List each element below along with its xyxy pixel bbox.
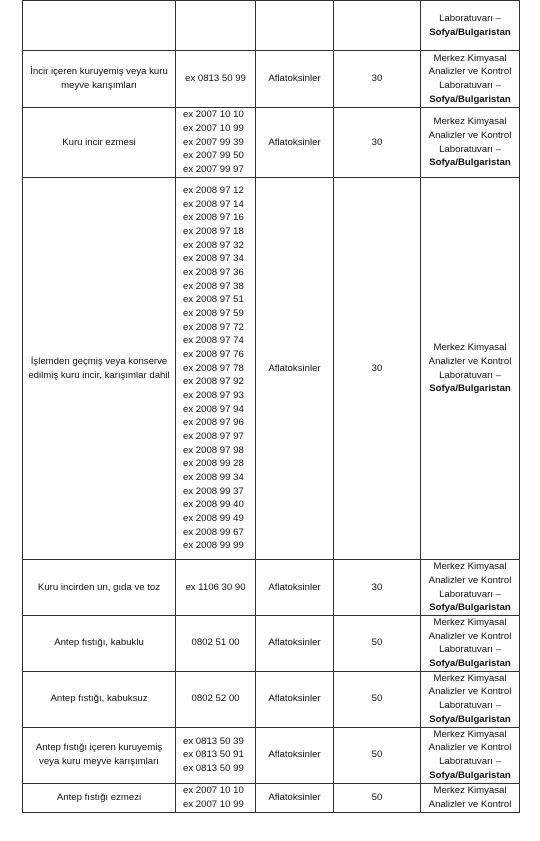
- laboratory-line: Merkez Kimyasal: [433, 672, 507, 684]
- cn-code: ex 2008 97 97: [183, 430, 244, 442]
- cn-code: 0802 52 00: [191, 693, 240, 705]
- product-cell: İncir içeren kuruyemiş veya kuru meyve karışımları: [23, 51, 176, 108]
- cn-code: ex 2008 99 40: [183, 499, 244, 511]
- cn-code: ex 2008 97 92: [183, 376, 244, 388]
- laboratory-line: Merkez Kimyasal: [433, 617, 507, 628]
- table-row: [23, 671, 520, 727]
- cn-code: ex 2008 97 96: [183, 417, 244, 429]
- check-frequency-cell: 30: [334, 560, 421, 616]
- check-frequency-cell: 50: [334, 783, 421, 812]
- cn-code: ex 2008 97 98: [183, 444, 244, 456]
- table-row: [23, 51, 520, 108]
- table-row: [23, 616, 520, 672]
- cn-code: ex 2007 10 10: [183, 109, 244, 121]
- contaminant-cell: Aflatoksinler: [256, 108, 334, 178]
- cn-code: 0802 51 00: [191, 637, 240, 649]
- cn-code-cell: [176, 51, 256, 108]
- laboratory-line: Laboratuvarı –: [439, 143, 501, 155]
- product-cell: Kuru incir ezmesi: [23, 108, 176, 178]
- cn-code-cell: [176, 560, 256, 616]
- cn-code-cell: [176, 108, 256, 178]
- cn-code: ex 1106 30 90: [185, 581, 246, 593]
- contaminant-cell: Aflatoksinler: [256, 783, 334, 812]
- cn-code: ex 2008 97 32: [183, 239, 244, 251]
- product-cell: Antep fıstığı, kabuklu: [23, 616, 176, 672]
- product-cell: Antep fıstığı, kabuksuz: [23, 671, 176, 727]
- contaminant-cell: Aflatoksinler: [256, 616, 334, 672]
- laboratory-line: Merkez Kimyasal: [433, 728, 507, 740]
- cn-code: ex 2008 97 74: [183, 335, 244, 347]
- laboratory-line: Analizler ve Kontrol: [428, 742, 512, 754]
- table-row: [23, 560, 520, 616]
- laboratory-line: Merkez Kimyasal: [433, 784, 507, 796]
- cn-code: ex 2008 97 34: [183, 253, 244, 265]
- cn-code: ex 2008 97 12: [183, 185, 244, 197]
- cn-code-cell: [176, 178, 256, 560]
- cn-code-cell: [176, 783, 256, 812]
- cn-code: ex 2008 99 37: [183, 485, 244, 497]
- laboratory-line: Merkez Kimyasal: [433, 116, 507, 128]
- laboratory-line: Analizler ve Kontrol: [428, 129, 512, 141]
- laboratory-line: Laboratuvarı –: [439, 644, 501, 656]
- check-frequency-cell: 50: [334, 616, 421, 672]
- cn-code: ex 2008 99 49: [183, 512, 244, 524]
- laboratory-line: Merkez Kimyasal: [433, 52, 507, 64]
- laboratory-line: Analizler ve Kontrol: [428, 66, 512, 78]
- laboratory-location: Sofya/Bulgaristan: [429, 26, 511, 38]
- table-body: [23, 1, 520, 813]
- laboratory-line: Laboratuvarı –: [439, 80, 501, 91]
- cn-code: ex 2008 97 14: [183, 198, 244, 210]
- check-frequency-cell: 30: [334, 108, 421, 178]
- cn-code: ex 0813 50 39: [183, 735, 244, 747]
- check-frequency-cell: 30: [334, 178, 421, 560]
- laboratory-line: Analizler ve Kontrol: [428, 355, 512, 367]
- cn-code: ex 2008 97 36: [183, 267, 244, 279]
- cn-code: ex 2008 97 51: [183, 294, 244, 306]
- cn-code-cell: [176, 1, 256, 51]
- laboratory-location: Sofya/Bulgaristan: [429, 769, 511, 781]
- laboratory-cell: [421, 671, 520, 727]
- product-cell: İşlemden geçmiş veya konserve edilmiş kuru incir, karışımlar dahil: [23, 178, 176, 560]
- cn-code-cell: [176, 727, 256, 783]
- table-row: [23, 727, 520, 783]
- cn-code: ex 2008 97 78: [183, 362, 244, 374]
- table-row: [23, 1, 520, 51]
- cn-code: ex 2008 97 38: [183, 280, 244, 292]
- laboratory-location: Sofya/Bulgaristan: [429, 383, 511, 395]
- laboratory-line: Laboratuvarı –: [439, 12, 501, 24]
- laboratory-line: Analizler ve Kontrol: [428, 574, 512, 586]
- laboratory-line: Analizler ve Kontrol: [428, 798, 512, 810]
- contaminant-cell: Aflatoksinler: [256, 51, 334, 108]
- cn-code: ex 2008 97 18: [183, 226, 244, 238]
- laboratory-location: Sofya/Bulgaristan: [429, 157, 511, 169]
- table-row: [23, 178, 520, 560]
- cn-code: ex 2008 97 76: [183, 349, 244, 361]
- cn-code: ex 0813 50 99: [183, 762, 244, 774]
- product-cell: Antep fıstığı içeren kuruyemiş veya kuru meyve karışımları: [23, 727, 176, 783]
- laboratory-location: Sofya/Bulgaristan: [429, 93, 511, 105]
- laboratory-cell: [421, 616, 520, 672]
- cn-code: ex 2007 10 10: [183, 784, 244, 796]
- cn-code: ex 2008 99 67: [183, 526, 244, 538]
- contaminant-cell: Aflatoksinler: [256, 560, 334, 616]
- cn-code: ex 2008 99 34: [183, 471, 244, 483]
- laboratory-line: Laboratuvarı –: [439, 756, 501, 768]
- cn-code: ex 0813 50 91: [183, 749, 244, 761]
- cn-code: ex 2007 10 99: [183, 798, 244, 810]
- cn-code: ex 2008 97 94: [183, 403, 244, 415]
- laboratory-location: Sofya/Bulgaristan: [429, 713, 511, 725]
- cn-code: ex 2007 99 39: [183, 136, 244, 148]
- check-frequency-cell: [334, 1, 421, 51]
- laboratory-cell: [421, 727, 520, 783]
- cn-code: ex 2007 10 99: [183, 123, 244, 135]
- laboratory-cell: [421, 108, 520, 178]
- laboratory-line: Laboratuvarı –: [439, 700, 501, 712]
- contaminant-cell: Aflatoksinler: [256, 727, 334, 783]
- contaminant-cell: [256, 1, 334, 51]
- laboratory-line: Analizler ve Kontrol: [428, 686, 512, 698]
- laboratory-line: Laboratuvarı –: [439, 588, 501, 600]
- laboratory-location: Sofya/Bulgaristan: [429, 657, 511, 669]
- laboratory-cell: [421, 560, 520, 616]
- contaminant-cell: Aflatoksinler: [256, 671, 334, 727]
- laboratory-line: Merkez Kimyasal: [433, 561, 507, 573]
- cn-code: ex 2008 97 16: [183, 212, 244, 224]
- check-frequency-cell: 30: [334, 51, 421, 108]
- check-frequency-cell: 50: [334, 671, 421, 727]
- check-frequency-cell: 50: [334, 727, 421, 783]
- laboratory-cell: [421, 1, 520, 51]
- cn-code-cell: [176, 616, 256, 672]
- product-cell: [23, 1, 176, 51]
- table-row: [23, 783, 520, 812]
- cn-code-cell: [176, 671, 256, 727]
- cn-code: ex 2007 99 50: [183, 150, 244, 162]
- cn-code: ex 2008 99 99: [183, 540, 244, 552]
- cn-code: ex 0813 50 99: [185, 73, 246, 85]
- product-cell: Antep fıstığı ezmezi: [23, 783, 176, 812]
- laboratory-line: Laboratuvarı –: [439, 369, 501, 381]
- cn-code: ex 2008 97 59: [183, 308, 244, 320]
- cn-code: ex 2007 99 97: [183, 163, 244, 175]
- laboratory-cell: [421, 783, 520, 812]
- product-cell: Kuru incirden un, gıda ve toz: [23, 560, 176, 616]
- laboratory-location: Sofya/Bulgaristan: [429, 602, 511, 614]
- laboratory-line: Merkez Kimyasal: [433, 342, 507, 354]
- import-controls-table: [22, 0, 520, 813]
- table-row: [23, 108, 520, 178]
- laboratory-line: Analizler ve Kontrol: [428, 630, 512, 642]
- laboratory-cell: [421, 51, 520, 108]
- cn-code: ex 2008 97 72: [183, 321, 244, 333]
- laboratory-cell: [421, 178, 520, 560]
- cn-code: ex 2008 97 93: [183, 389, 244, 401]
- contaminant-cell: Aflatoksinler: [256, 178, 334, 560]
- cn-code: ex 2008 99 28: [183, 458, 244, 470]
